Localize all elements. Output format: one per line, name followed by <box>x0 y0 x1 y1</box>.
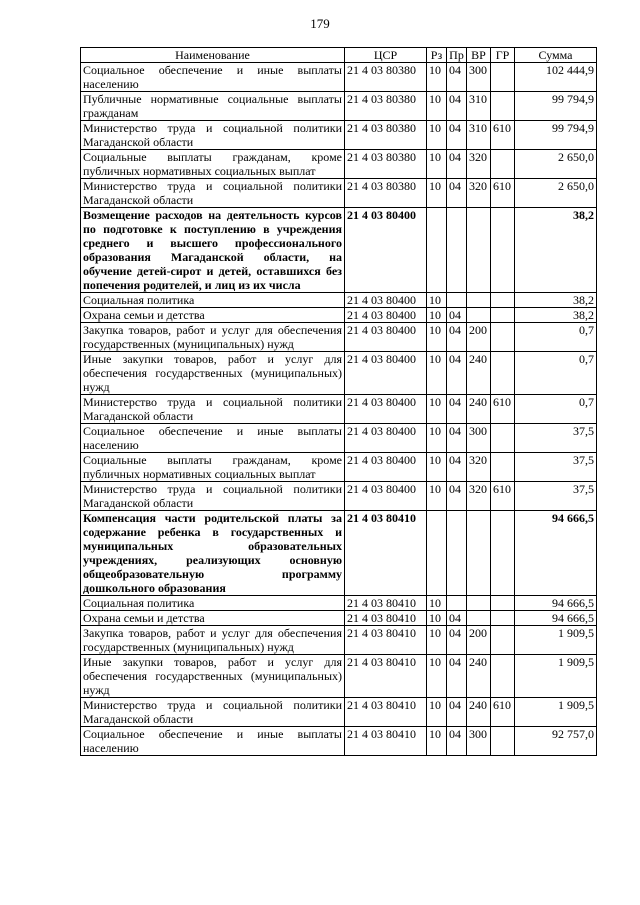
cell-csr: 21 4 03 80380 <box>345 63 427 92</box>
cell-vr: 320 <box>467 150 491 179</box>
cell-name: Социальная политика <box>81 596 345 611</box>
cell-pr: 04 <box>447 395 467 424</box>
cell-csr: 21 4 03 80400 <box>345 482 427 511</box>
cell-gr <box>491 626 515 655</box>
cell-sum: 94 666,5 <box>515 611 597 626</box>
table-row <box>81 308 597 323</box>
cell-pr: 04 <box>447 63 467 92</box>
cell-vr <box>467 293 491 308</box>
cell-vr: 310 <box>467 121 491 150</box>
cell-vr: 320 <box>467 482 491 511</box>
table-row <box>81 92 597 121</box>
cell-name: Социальная политика <box>81 293 345 308</box>
cell-gr <box>491 63 515 92</box>
cell-pr: 04 <box>447 424 467 453</box>
cell-vr: 240 <box>467 655 491 698</box>
cell-name: Министерство труда и социальной политики Магаданской области <box>81 121 345 150</box>
cell-pr <box>447 293 467 308</box>
cell-csr: 21 4 03 80400 <box>345 352 427 395</box>
cell-csr: 21 4 03 80400 <box>345 323 427 352</box>
cell-sum: 99 794,9 <box>515 121 597 150</box>
cell-sum: 92 757,0 <box>515 727 597 756</box>
cell-csr: 21 4 03 80400 <box>345 395 427 424</box>
table-row <box>81 482 597 511</box>
cell-vr: 300 <box>467 63 491 92</box>
cell-vr: 300 <box>467 424 491 453</box>
cell-rz: 10 <box>427 352 447 395</box>
page-number: 179 <box>310 16 330 31</box>
cell-rz: 10 <box>427 121 447 150</box>
table-row <box>81 596 597 611</box>
table-row <box>81 395 597 424</box>
cell-pr <box>447 208 467 293</box>
cell-gr <box>491 293 515 308</box>
cell-name: Министерство труда и социальной политики Магаданской области <box>81 698 345 727</box>
cell-name: Иные закупки товаров, работ и услуг для обеспечения государственных (муниципальных) нужд <box>81 352 345 395</box>
cell-rz: 10 <box>427 63 447 92</box>
cell-rz: 10 <box>427 308 447 323</box>
cell-pr: 04 <box>447 352 467 395</box>
cell-gr <box>491 92 515 121</box>
cell-csr: 21 4 03 80380 <box>345 179 427 208</box>
cell-gr <box>491 424 515 453</box>
cell-rz: 10 <box>427 698 447 727</box>
cell-name: Министерство труда и социальной политики Магаданской области <box>81 179 345 208</box>
cell-vr: 300 <box>467 727 491 756</box>
cell-sum: 0,7 <box>515 323 597 352</box>
cell-vr: 320 <box>467 453 491 482</box>
cell-csr: 21 4 03 80400 <box>345 424 427 453</box>
cell-csr: 21 4 03 80410 <box>345 596 427 611</box>
table-row <box>81 179 597 208</box>
cell-pr: 04 <box>447 611 467 626</box>
cell-name: Охрана семьи и детства <box>81 308 345 323</box>
cell-pr <box>447 511 467 596</box>
cell-vr <box>467 511 491 596</box>
cell-name: Охрана семьи и детства <box>81 611 345 626</box>
cell-gr <box>491 655 515 698</box>
cell-vr: 320 <box>467 179 491 208</box>
header-vr: ВР <box>467 48 491 63</box>
table-row <box>81 611 597 626</box>
cell-csr: 21 4 03 80380 <box>345 92 427 121</box>
cell-gr: 610 <box>491 482 515 511</box>
budget-table <box>80 47 597 756</box>
cell-name: Закупка товаров, работ и услуг для обеспечения государственных (муниципальных) нужд <box>81 323 345 352</box>
table-row <box>81 150 597 179</box>
cell-name: Компенсация части родительской платы за содержание ребенка в государственных и муниципальных образовательных учреждениях, реализующих основную общеобразовательную программу дошкольного образования <box>81 511 345 596</box>
cell-csr: 21 4 03 80380 <box>345 150 427 179</box>
table-row <box>81 323 597 352</box>
cell-sum: 1 909,5 <box>515 626 597 655</box>
header-csr: ЦСР <box>345 48 427 63</box>
cell-sum: 2 650,0 <box>515 150 597 179</box>
cell-rz: 10 <box>427 611 447 626</box>
cell-vr: 200 <box>467 323 491 352</box>
cell-rz: 10 <box>427 453 447 482</box>
cell-sum: 102 444,9 <box>515 63 597 92</box>
table-row <box>81 352 597 395</box>
header-name: Наименование <box>81 48 345 63</box>
cell-name: Социальное обеспечение и иные выплаты населению <box>81 63 345 92</box>
cell-rz: 10 <box>427 395 447 424</box>
cell-sum: 94 666,5 <box>515 511 597 596</box>
cell-sum: 38,2 <box>515 293 597 308</box>
cell-sum: 1 909,5 <box>515 698 597 727</box>
cell-pr: 04 <box>447 92 467 121</box>
header-rz: Рз <box>427 48 447 63</box>
cell-pr: 04 <box>447 121 467 150</box>
cell-rz: 10 <box>427 323 447 352</box>
cell-rz: 10 <box>427 293 447 308</box>
cell-rz: 10 <box>427 596 447 611</box>
cell-pr <box>447 596 467 611</box>
cell-csr: 21 4 03 80410 <box>345 626 427 655</box>
cell-csr: 21 4 03 80380 <box>345 121 427 150</box>
cell-csr: 21 4 03 80410 <box>345 727 427 756</box>
cell-csr: 21 4 03 80410 <box>345 698 427 727</box>
cell-csr: 21 4 03 80400 <box>345 308 427 323</box>
table-row <box>81 655 597 698</box>
cell-csr: 21 4 03 80400 <box>345 293 427 308</box>
cell-sum: 99 794,9 <box>515 92 597 121</box>
cell-sum: 2 650,0 <box>515 179 597 208</box>
cell-gr <box>491 727 515 756</box>
cell-vr <box>467 611 491 626</box>
cell-name: Публичные нормативные социальные выплаты гражданам <box>81 92 345 121</box>
cell-name: Социальные выплаты гражданам, кроме публичных нормативных социальных выплат <box>81 150 345 179</box>
cell-rz: 10 <box>427 626 447 655</box>
header-pr: Пр <box>447 48 467 63</box>
cell-pr: 04 <box>447 655 467 698</box>
cell-gr <box>491 208 515 293</box>
cell-gr <box>491 308 515 323</box>
cell-sum: 38,2 <box>515 208 597 293</box>
cell-gr: 610 <box>491 121 515 150</box>
cell-sum: 37,5 <box>515 453 597 482</box>
header-gr: ГР <box>491 48 515 63</box>
cell-sum: 0,7 <box>515 395 597 424</box>
cell-name: Социальные выплаты гражданам, кроме публичных нормативных социальных выплат <box>81 453 345 482</box>
cell-vr: 240 <box>467 395 491 424</box>
cell-name: Социальное обеспечение и иные выплаты населению <box>81 727 345 756</box>
cell-rz: 10 <box>427 92 447 121</box>
table-row <box>81 293 597 308</box>
cell-rz: 10 <box>427 655 447 698</box>
cell-gr <box>491 323 515 352</box>
table-row <box>81 63 597 92</box>
cell-rz: 10 <box>427 482 447 511</box>
table-row <box>81 698 597 727</box>
table-row <box>81 511 597 596</box>
cell-vr: 200 <box>467 626 491 655</box>
table-header <box>81 48 597 63</box>
cell-name: Возмещение расходов на деятельность курсов по подготовке к поступлению в учреждения среднего и высшего профессионального образования Магаданской области, на обучение детей-сирот и детей, оставшихся без попечения родителей, и лиц из их числа <box>81 208 345 293</box>
cell-rz: 10 <box>427 424 447 453</box>
cell-pr: 04 <box>447 179 467 208</box>
cell-pr: 04 <box>447 453 467 482</box>
cell-rz: 10 <box>427 150 447 179</box>
cell-name: Социальное обеспечение и иные выплаты населению <box>81 424 345 453</box>
cell-rz <box>427 208 447 293</box>
cell-vr <box>467 308 491 323</box>
cell-rz: 10 <box>427 179 447 208</box>
table-row <box>81 208 597 293</box>
cell-gr: 610 <box>491 698 515 727</box>
cell-gr <box>491 611 515 626</box>
cell-vr: 240 <box>467 698 491 727</box>
cell-pr: 04 <box>447 727 467 756</box>
cell-name: Министерство труда и социальной политики Магаданской области <box>81 395 345 424</box>
cell-sum: 1 909,5 <box>515 655 597 698</box>
cell-csr: 21 4 03 80410 <box>345 611 427 626</box>
cell-rz: 10 <box>427 727 447 756</box>
cell-gr <box>491 511 515 596</box>
table-body <box>81 63 597 756</box>
cell-sum: 0,7 <box>515 352 597 395</box>
cell-rz <box>427 511 447 596</box>
cell-name: Закупка товаров, работ и услуг для обеспечения государственных (муниципальных) нужд <box>81 626 345 655</box>
cell-pr: 04 <box>447 308 467 323</box>
cell-csr: 21 4 03 80400 <box>345 208 427 293</box>
cell-sum: 94 666,5 <box>515 596 597 611</box>
table-row <box>81 626 597 655</box>
cell-pr: 04 <box>447 150 467 179</box>
cell-vr: 240 <box>467 352 491 395</box>
cell-gr <box>491 596 515 611</box>
table-row <box>81 121 597 150</box>
cell-gr <box>491 352 515 395</box>
cell-pr: 04 <box>447 323 467 352</box>
cell-vr: 310 <box>467 92 491 121</box>
cell-gr: 610 <box>491 179 515 208</box>
cell-sum: 37,5 <box>515 482 597 511</box>
cell-gr <box>491 453 515 482</box>
header-row <box>81 48 597 63</box>
cell-name: Министерство труда и социальной политики Магаданской области <box>81 482 345 511</box>
header-sum: Сумма <box>515 48 597 63</box>
table-row <box>81 424 597 453</box>
cell-pr: 04 <box>447 482 467 511</box>
cell-vr <box>467 596 491 611</box>
cell-sum: 37,5 <box>515 424 597 453</box>
cell-sum: 38,2 <box>515 308 597 323</box>
cell-pr: 04 <box>447 698 467 727</box>
table-row <box>81 727 597 756</box>
table-row <box>81 453 597 482</box>
cell-csr: 21 4 03 80410 <box>345 655 427 698</box>
cell-vr <box>467 208 491 293</box>
cell-name: Иные закупки товаров, работ и услуг для обеспечения государственных (муниципальных) нужд <box>81 655 345 698</box>
cell-csr: 21 4 03 80410 <box>345 511 427 596</box>
cell-gr <box>491 150 515 179</box>
cell-pr: 04 <box>447 626 467 655</box>
cell-gr: 610 <box>491 395 515 424</box>
cell-csr: 21 4 03 80400 <box>345 453 427 482</box>
